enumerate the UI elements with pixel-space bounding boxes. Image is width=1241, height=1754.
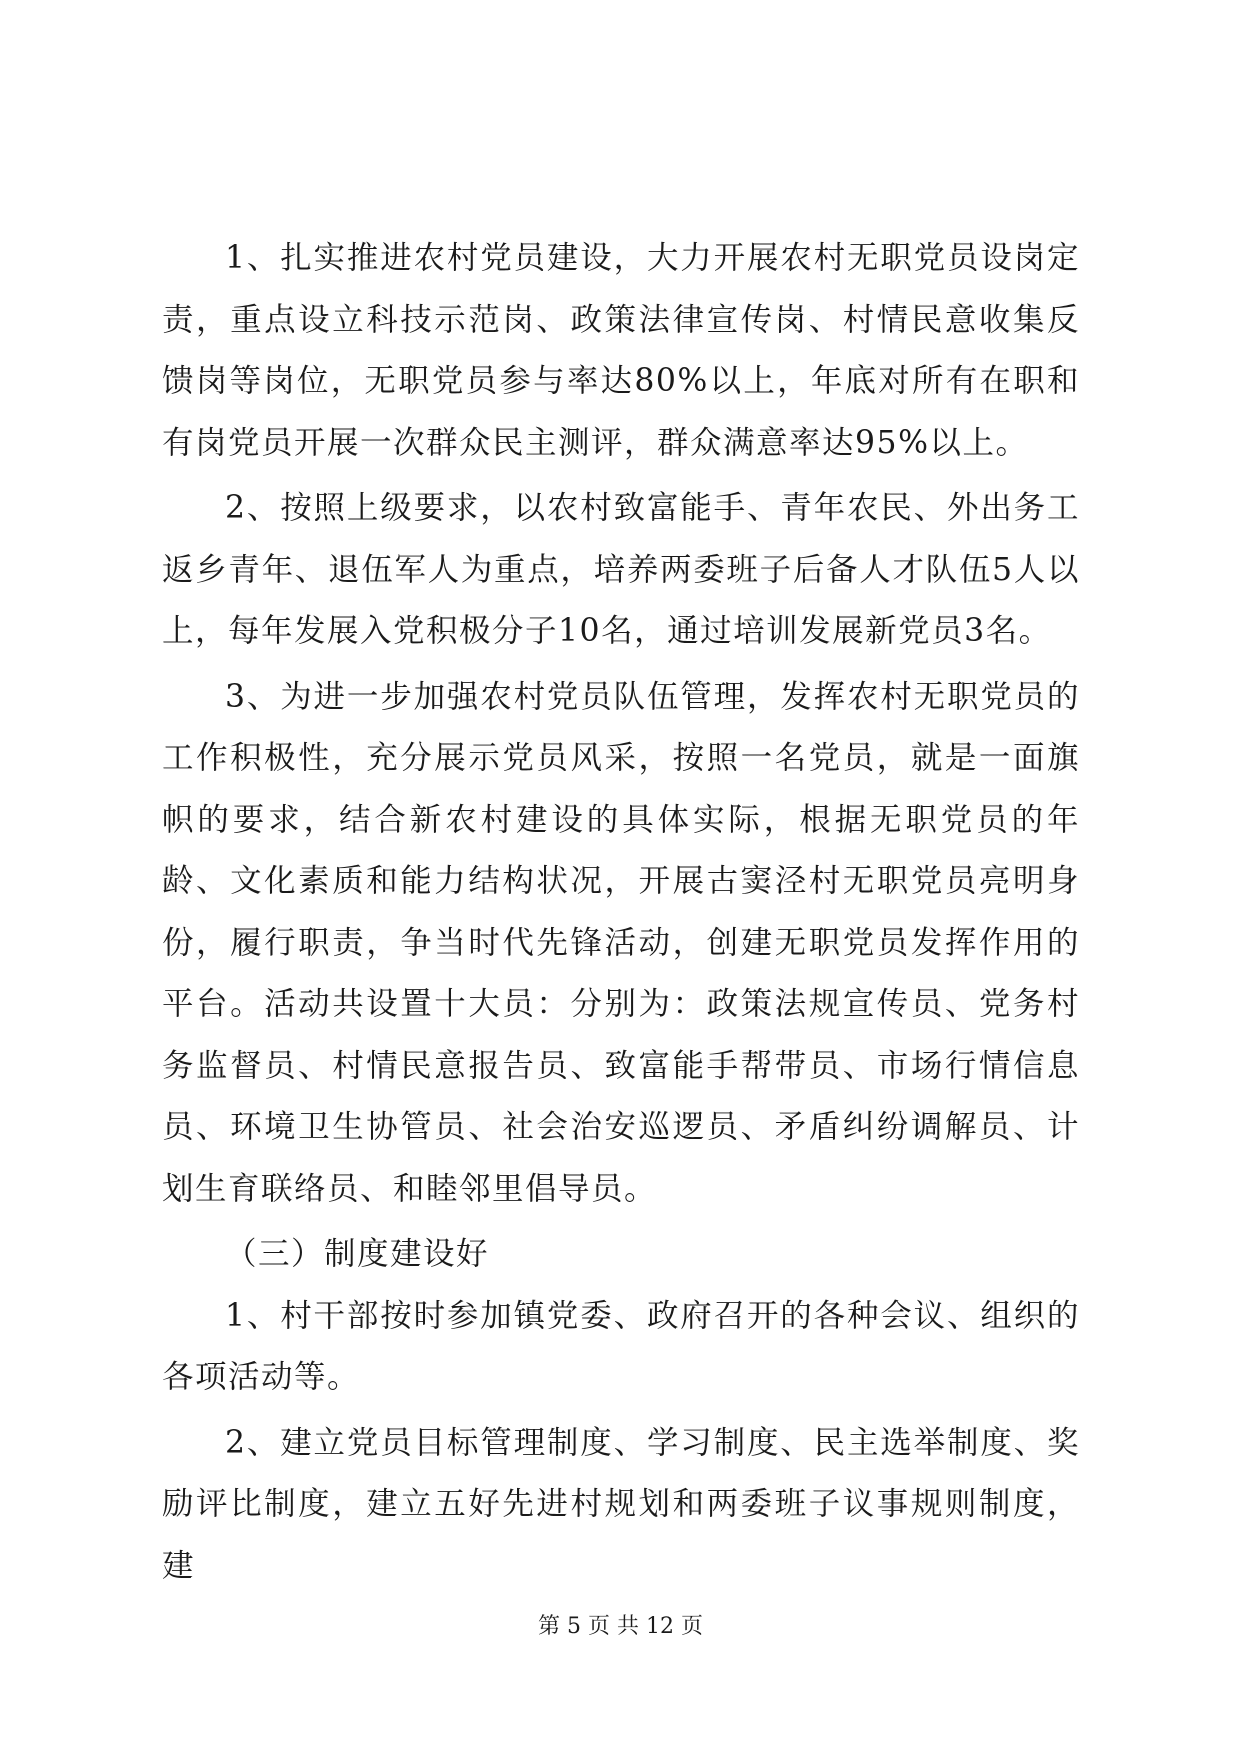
paragraph-2: 2、按照上级要求，以农村致富能手、青年农民、外出务工返乡青年、退伍军人为重点，培养两委班子后备人才队伍5人以上，每年发展入党积极分子10名，通过培训发展新党员3名。 [162, 490, 1080, 649]
paragraph-3: 3、为进一步加强农村党员队伍管理，发挥农村无职党员的工作积极性，充分展示党员风采，按照一名党员，就是一面旗帜的要求，结合新农村建设的具体实际，根据无职党员的年龄、文化素质和能力结构状况，开展古窦泾村无职党员亮明身份，履行职责，争当时代先锋活动，创建无职党员发挥作用的平台。活动共设置十大员：分别为：政策法规宣传员、党务村务监督员、村情民意报告员、致富能手帮带员、市场行情信息员、环境卫生协管员、社会治安巡逻员、矛盾纠纷调解员、计划生育联络员、和睦邻里倡导员。 [162, 678, 1080, 1207]
section-paragraph-2: 2、建立党员目标管理制度、学习制度、民主选举制度、奖励评比制度，建立五好先进村规划和两委班子议事规则制度，建 [162, 1424, 1080, 1584]
page-number-footer: 第 5 页 共 12 页 [538, 1614, 703, 1639]
document-body [162, 228, 1080, 1601]
section-heading: （三）制度建设好 [225, 1236, 490, 1272]
section-paragraph-1: 1、村干部按时参加镇党委、政府召开的各种会议、组织的各项活动等。 [162, 1297, 1080, 1395]
paragraph-1: 1、扎实推进农村党员建设，大力开展农村无职党员设岗定责，重点设立科技示范岗、政策法律宣传岗、村情民意收集反馈岗等岗位，无职党员参与率达80%以上，年底对所有在职和有岗党员开展一次群众民主测评，群众满意率达95%以上。 [162, 240, 1080, 461]
